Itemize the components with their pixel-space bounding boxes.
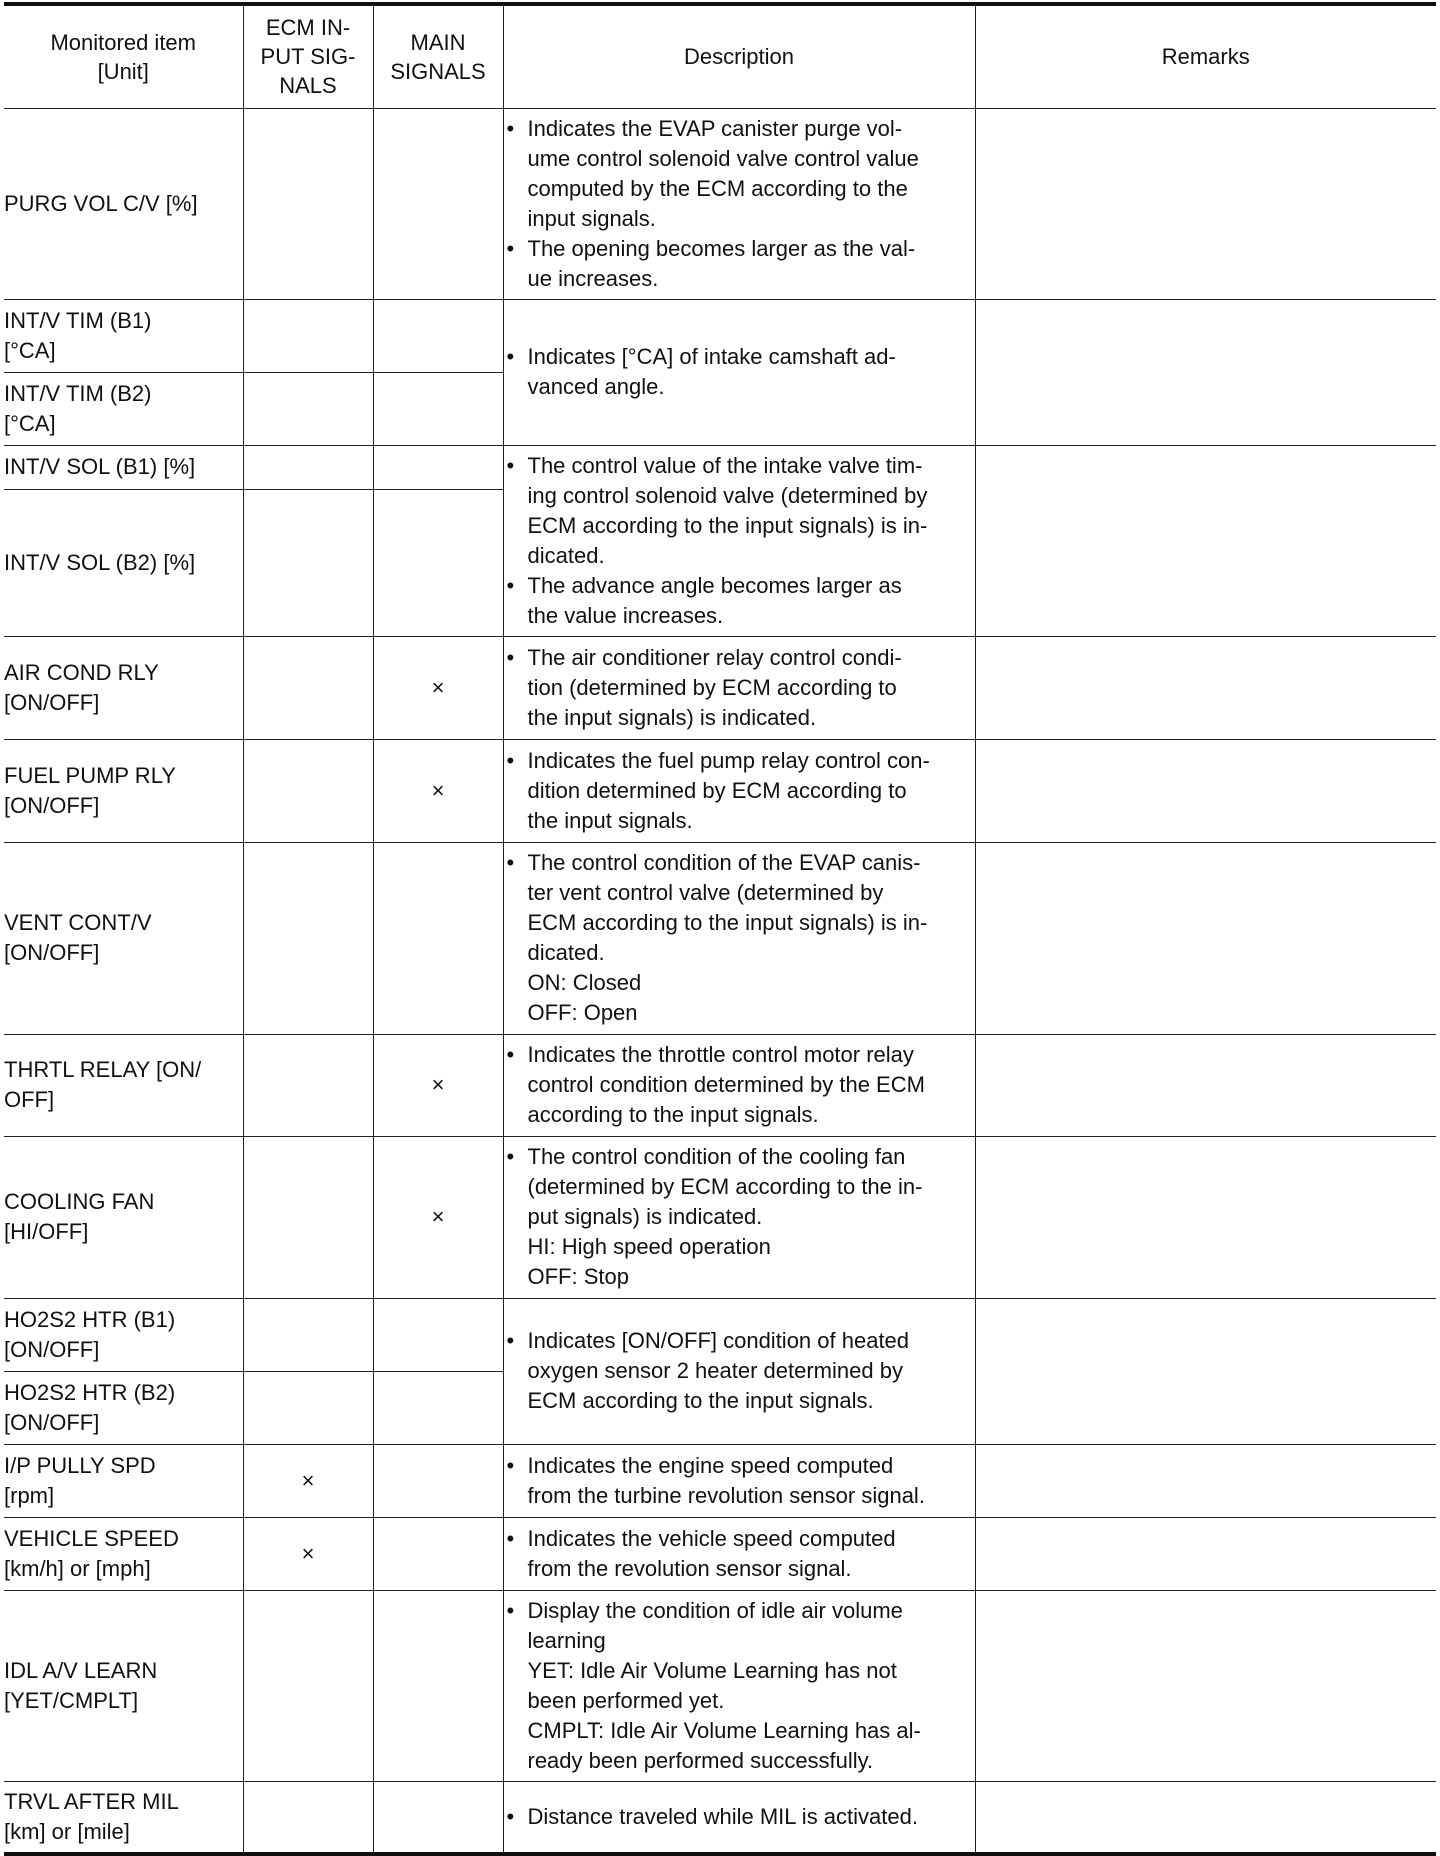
main-signals-cell <box>373 299 503 372</box>
description-cell <box>503 636 975 739</box>
description-cell <box>503 1444 975 1517</box>
description-bullet: • Display the condition of idle air volume learning YET: Idle Air Volume Learning has not been performed yet. CMPLT: Idle Air Volume Learning has al- ready been performed successfully. <box>504 1596 975 1776</box>
remarks-cell <box>975 1136 1436 1298</box>
table-row <box>4 1136 1436 1298</box>
remarks-cell <box>975 1781 1436 1854</box>
main-signals-cell <box>373 372 503 445</box>
monitored-item-cell: PURG VOL C/V [%] <box>4 108 243 299</box>
table-row <box>4 1034 1436 1136</box>
main-signals-cell: × <box>373 739 503 842</box>
monitored-item-cell: TRVL AFTER MIL [km] or [mile] <box>4 1781 243 1854</box>
main-signals-cell: × <box>373 1136 503 1298</box>
header-main-signals: MAIN SIGNALS <box>373 4 503 108</box>
remarks-cell <box>975 1444 1436 1517</box>
remarks-cell <box>975 299 1436 445</box>
ecm-input-cell <box>243 636 373 739</box>
monitored-item-cell: FUEL PUMP RLY [ON/OFF] <box>4 739 243 842</box>
monitor-item-table <box>4 2 1436 1856</box>
monitored-item-cell: INT/V TIM (B1) [°CA] <box>4 299 243 372</box>
remarks-cell <box>975 1590 1436 1781</box>
ecm-input-cell: × <box>243 1517 373 1590</box>
monitored-item-cell: HO2S2 HTR (B2) [ON/OFF] <box>4 1371 243 1444</box>
description-bullet: • The opening becomes larger as the val- ue increases. <box>504 234 975 294</box>
monitored-item-cell: AIR COND RLY [ON/OFF] <box>4 636 243 739</box>
remarks-cell <box>975 1298 1436 1444</box>
ecm-input-cell <box>243 445 373 489</box>
description-bullet: • Indicates the vehicle speed computed from the revolution sensor signal. <box>504 1524 975 1584</box>
remarks-cell <box>975 739 1436 842</box>
remarks-cell <box>975 108 1436 299</box>
description-bullet: • The advance angle becomes larger as the value increases. <box>504 571 975 631</box>
description-cell <box>503 299 975 445</box>
ecm-input-cell <box>243 299 373 372</box>
description-bullet: • Distance traveled while MIL is activated. <box>504 1802 975 1832</box>
table-row <box>4 445 1436 489</box>
description-cell <box>503 1034 975 1136</box>
ecm-input-cell <box>243 1136 373 1298</box>
ecm-input-cell <box>243 1034 373 1136</box>
table-row <box>4 1590 1436 1781</box>
table-row <box>4 1781 1436 1854</box>
main-signals-cell: × <box>373 1034 503 1136</box>
main-signals-cell <box>373 1517 503 1590</box>
monitored-item-cell: INT/V SOL (B1) [%] <box>4 445 243 489</box>
description-bullet: • Indicates the EVAP canister purge vol- ume control solenoid valve control value computed by the ECM according to the input signals. <box>504 114 975 234</box>
monitored-item-cell: I/P PULLY SPD [rpm] <box>4 1444 243 1517</box>
description-bullet: • Indicates [°CA] of intake camshaft ad- vanced angle. <box>504 342 975 402</box>
table-row <box>4 842 1436 1034</box>
description-cell <box>503 739 975 842</box>
remarks-cell <box>975 842 1436 1034</box>
header-remarks: Remarks <box>975 4 1436 108</box>
description-bullet: • Indicates [ON/OFF] condition of heated oxygen sensor 2 heater determined by ECM according to the input signals. <box>504 1326 975 1416</box>
description-cell <box>503 1517 975 1590</box>
description-cell <box>503 1781 975 1854</box>
main-signals-cell <box>373 1444 503 1517</box>
description-bullet: • Indicates the fuel pump relay control con- dition determined by ECM according to the input signals. <box>504 746 975 836</box>
description-bullet: • The control condition of the cooling fan (determined by ECM according to the in- put signals) is indicated. HI: High speed operation OFF: Stop <box>504 1142 975 1292</box>
description-bullet: • The control condition of the EVAP canis- ter vent control valve (determined by ECM according to the input signals) is in- dicated. ON: Closed OFF: Open <box>504 848 975 1028</box>
table-row <box>4 636 1436 739</box>
description-bullet: • The air conditioner relay control condi- tion (determined by ECM according to the input signals) is indicated. <box>504 643 975 733</box>
description-cell <box>503 842 975 1034</box>
description-cell <box>503 1136 975 1298</box>
ecm-input-cell <box>243 1371 373 1444</box>
ecm-input-cell <box>243 372 373 445</box>
monitored-item-cell: INT/V SOL (B2) [%] <box>4 489 243 636</box>
description-cell <box>503 1590 975 1781</box>
monitored-item-cell: THRTL RELAY [ON/ OFF] <box>4 1034 243 1136</box>
main-signals-cell <box>373 445 503 489</box>
table-row <box>4 108 1436 299</box>
header-description: Description <box>503 4 975 108</box>
ecm-input-cell <box>243 842 373 1034</box>
ecm-input-cell <box>243 108 373 299</box>
header-monitored-item: Monitored item [Unit] <box>4 4 243 108</box>
ecm-input-cell <box>243 1298 373 1371</box>
remarks-cell <box>975 445 1436 636</box>
table-row <box>4 1444 1436 1517</box>
remarks-cell <box>975 636 1436 739</box>
table-row <box>4 1298 1436 1371</box>
main-signals-cell <box>373 1298 503 1371</box>
table-row <box>4 299 1436 372</box>
description-cell <box>503 445 975 636</box>
description-cell <box>503 108 975 299</box>
remarks-cell <box>975 1034 1436 1136</box>
table-row <box>4 739 1436 842</box>
header-ecm-input-signals: ECM IN- PUT SIG- NALS <box>243 4 373 108</box>
monitored-item-cell: IDL A/V LEARN [YET/CMPLT] <box>4 1590 243 1781</box>
ecm-input-cell <box>243 1781 373 1854</box>
monitored-item-cell: COOLING FAN [HI/OFF] <box>4 1136 243 1298</box>
monitored-item-cell: VENT CONT/V [ON/OFF] <box>4 842 243 1034</box>
main-signals-cell <box>373 108 503 299</box>
remarks-cell <box>975 1517 1436 1590</box>
main-signals-cell <box>373 842 503 1034</box>
ecm-input-cell: × <box>243 1444 373 1517</box>
header-row <box>4 4 1436 108</box>
main-signals-cell <box>373 1781 503 1854</box>
ecm-input-cell <box>243 739 373 842</box>
description-bullet: • Indicates the engine speed computed from the turbine revolution sensor signal. <box>504 1451 975 1511</box>
description-cell <box>503 1298 975 1444</box>
ecm-input-cell <box>243 489 373 636</box>
monitored-item-cell: VEHICLE SPEED [km/h] or [mph] <box>4 1517 243 1590</box>
main-signals-cell: × <box>373 636 503 739</box>
description-bullet: • The control value of the intake valve tim- ing control solenoid valve (determined by ECM according to the input signals) is in- dicated. <box>504 451 975 571</box>
ecm-input-cell <box>243 1590 373 1781</box>
main-signals-cell <box>373 1590 503 1781</box>
main-signals-cell <box>373 1371 503 1444</box>
main-signals-cell <box>373 489 503 636</box>
description-bullet: • Indicates the throttle control motor relay control condition determined by the ECM according to the input signals. <box>504 1040 975 1130</box>
monitored-item-cell: INT/V TIM (B2) [°CA] <box>4 372 243 445</box>
table-row <box>4 1517 1436 1590</box>
monitored-item-cell: HO2S2 HTR (B1) [ON/OFF] <box>4 1298 243 1371</box>
